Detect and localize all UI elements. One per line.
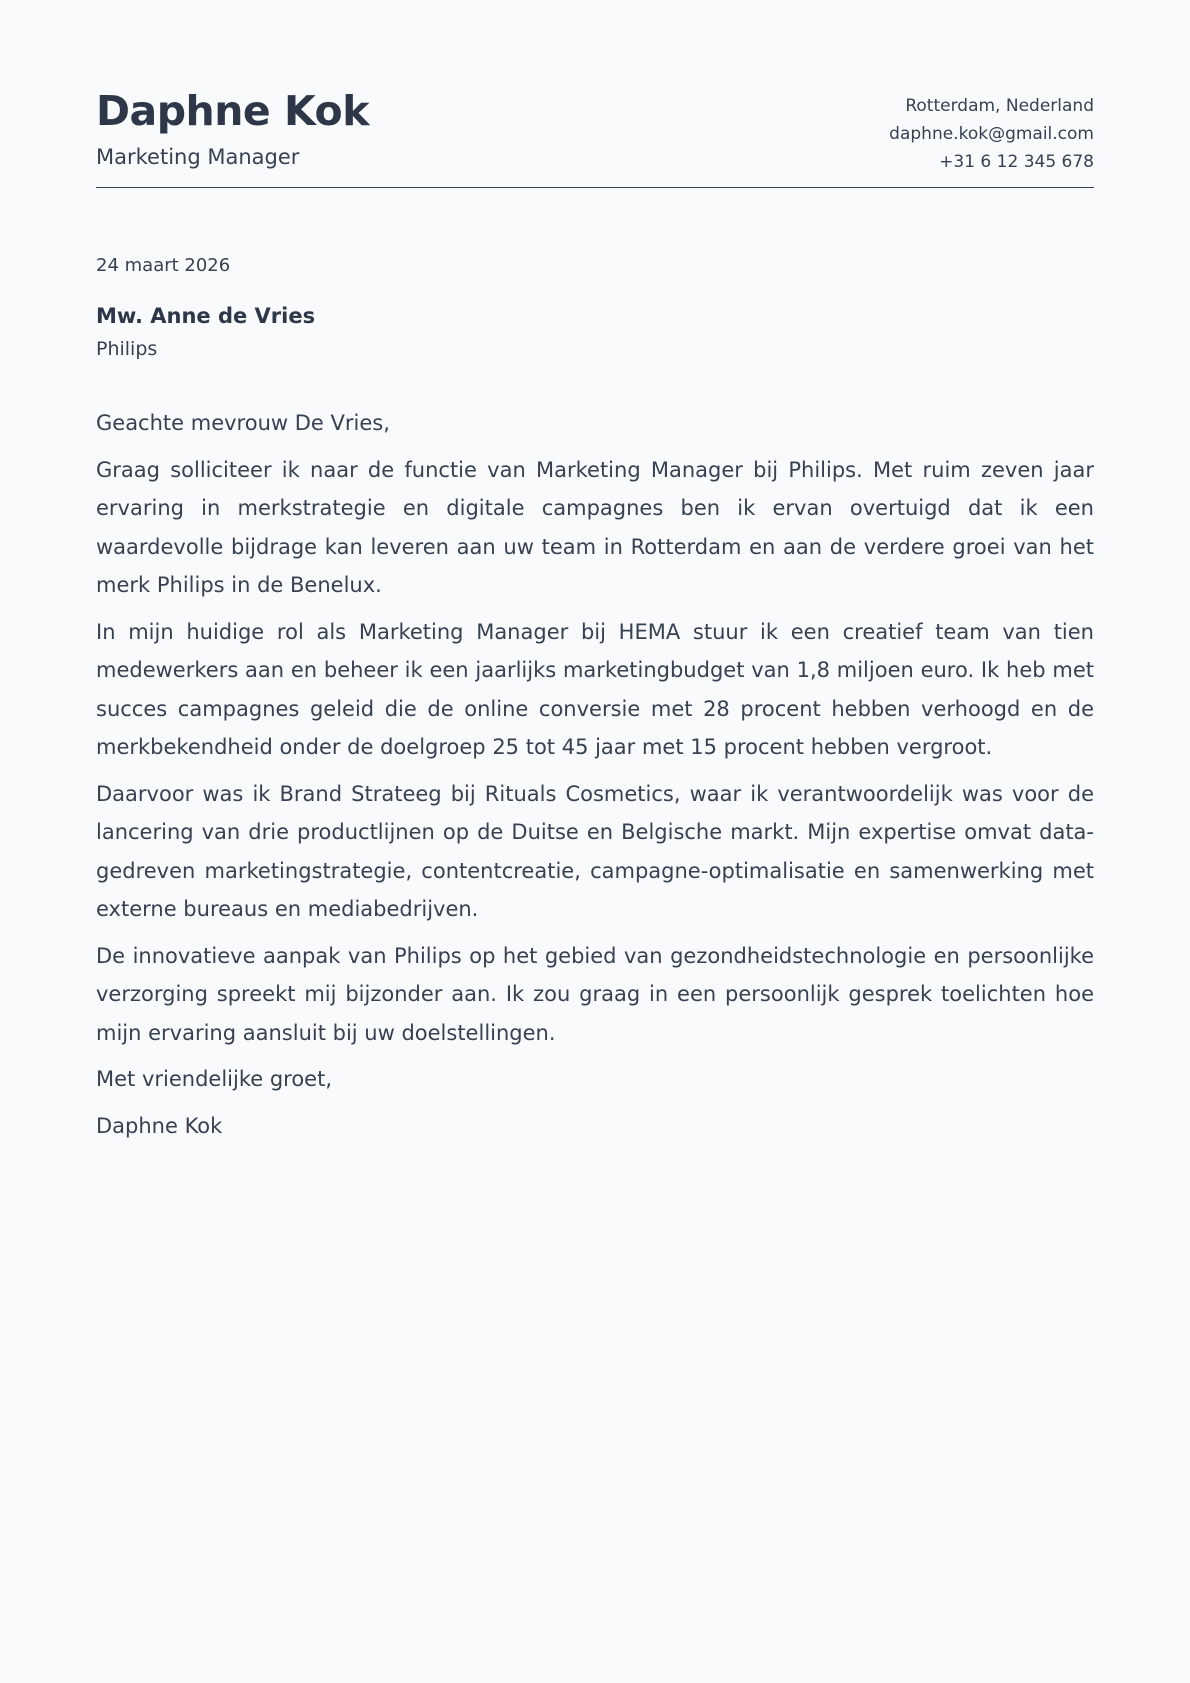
- recipient-company: Philips: [96, 338, 158, 360]
- letter-date: 24 maart 2026: [96, 255, 231, 276]
- contact-block: [889, 92, 1094, 176]
- paragraph-4: De innovatieve aanpak van Philips op het gebied van gezondheidstechnologie en persoonlijke verzorging spreekt mij bijzonder aan. Ik zou graag in een persoonlijk gesprek toelichten hoe mijn ervaring aansluit bij uw doelstellingen.: [96, 943, 1094, 1045]
- signature: Daphne Kok: [96, 1113, 223, 1138]
- contact-location: Rotterdam, Nederland: [905, 96, 1094, 116]
- paragraph-2: In mijn huidige rol als Marketing Manager bij HEMA stuur ik een creatief team van tien medewerkers aan en beheer ik een jaarlijks marketingbudget van 1,8 miljoen euro. Ik heb met succes campagnes geleid die de online conversie met 28 procent hebben verhoogd en de merkbekendheid onder de doelgroep 25 tot 45 jaar met 15 procent hebben vergroot.: [96, 619, 1094, 759]
- recipient-name: Mw. Anne de Vries: [96, 304, 316, 328]
- contact-email: daphne.kok@gmail.com: [889, 124, 1094, 144]
- sender-name: Daphne Kok: [96, 87, 369, 135]
- contact-phone: +31 6 12 345 678: [939, 152, 1094, 172]
- closing: Met vriendelijke groet,: [96, 1067, 333, 1091]
- sender-role: Marketing Manager: [96, 145, 300, 169]
- salutation: Geachte mevrouw De Vries,: [96, 411, 390, 435]
- letter-header: [96, 0, 1094, 188]
- letter-body: [96, 404, 1094, 1145]
- paragraph-3: Daarvoor was ik Brand Strateeg bij Rituals Cosmetics, waar ik verantwoordelijk was voor de lancering van drie productlijnen op de Duitse en Belgische markt. Mijn expertise omvat data-gedreven marketingstrategie, contentcreatie, campagne-optimalisatie en samenwerking met externe bureaus en mediabedrijven.: [96, 781, 1094, 921]
- paragraph-1: Graag solliciteer ik naar de functie van Marketing Manager bij Philips. Met ruim zeven jaar ervaring in merkstrategie en digitale campagnes ben ik ervan overtuigd dat ik een waardevolle bijdrage kan leveren aan uw team in Rotterdam en aan de verdere groei van het merk Philips in de Benelux.: [96, 457, 1094, 597]
